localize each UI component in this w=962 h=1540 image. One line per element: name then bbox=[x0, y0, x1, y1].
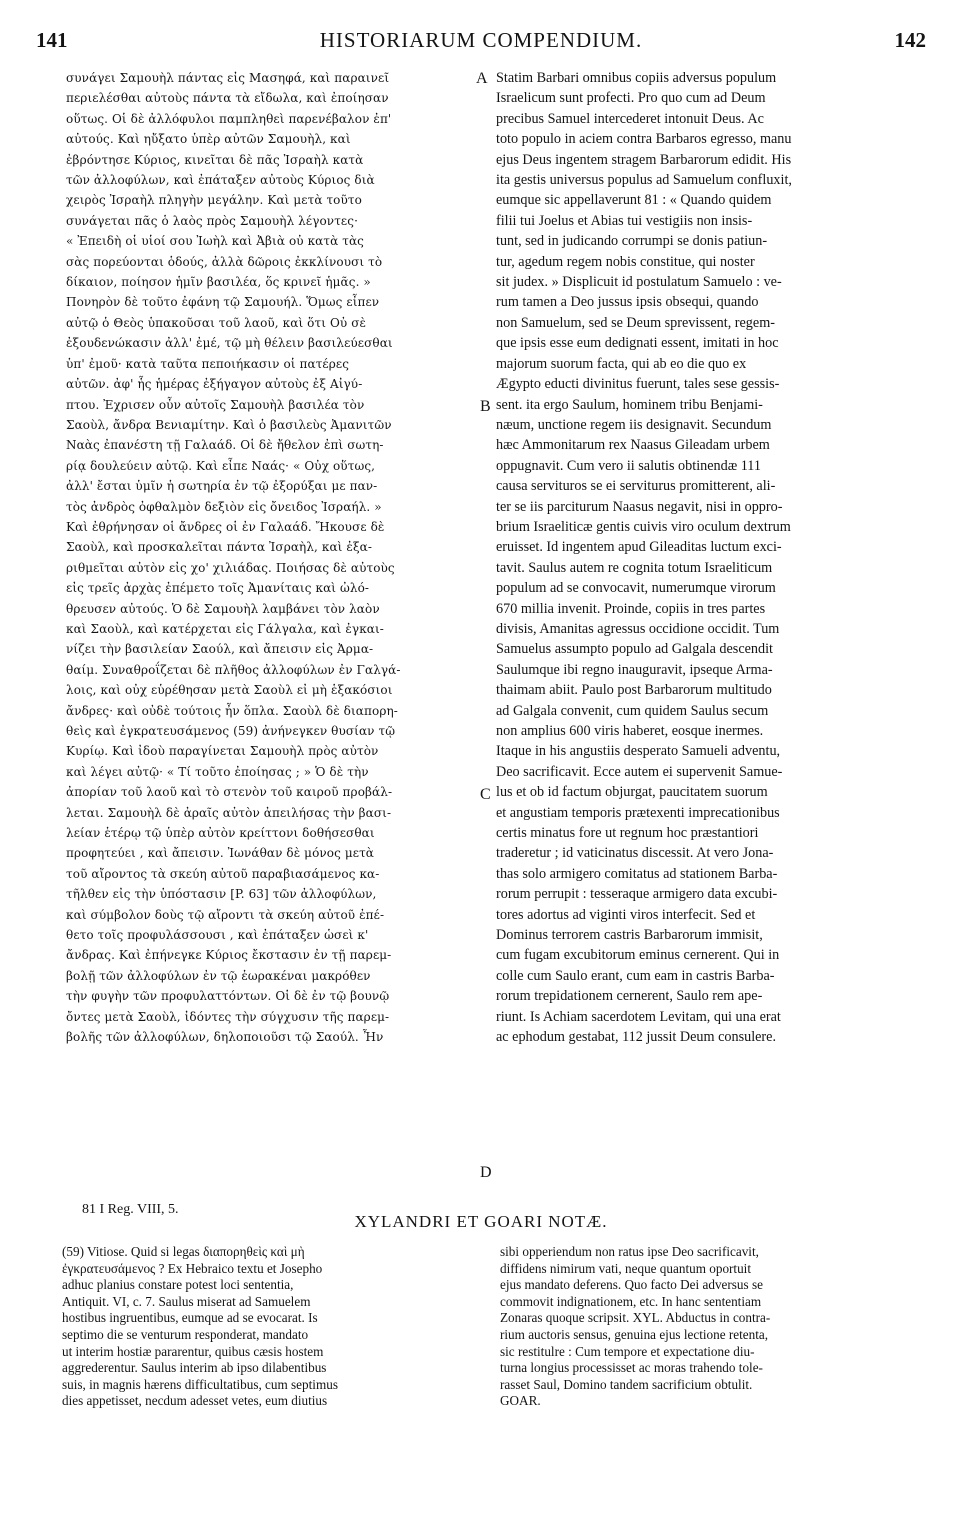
latin-text-line: Saulumque ibi regno inauguravit, ipseque Arma- bbox=[496, 661, 773, 678]
latin-text-line: thaimam abiit. Paulo post Barbarorum multitudo bbox=[496, 682, 772, 699]
greek-text-line: Σαοὺλ, ἄνδρα Βενιαμίτην. Καὶ ὁ βασιλεὺς Ἀμανιτῶν bbox=[66, 417, 392, 432]
greek-text-line: Σαοὺλ, καὶ προσκαλεῖται πάντα Ἰσραὴλ, καὶ ἐξα- bbox=[66, 540, 373, 555]
greek-text-line: ριθμεῖται αὐτὸν εἰς χο' χιλιάδας. Ποιήσας δὲ αὐτοὺς bbox=[66, 560, 395, 575]
greek-text-line: ἄνδρες· καὶ οὐδὲ τούτοις ἦν ὅπλα. Σαοὺλ δὲ διαπορη- bbox=[66, 703, 398, 718]
greek-column bbox=[66, 68, 471, 1048]
greek-text-line: ὄντες μετὰ Σαοὺλ, ἰδόντες τὴν σύγχυσιν τῆς παρεμ- bbox=[66, 1009, 390, 1024]
latin-text-line: non amplius 600 viris haberet, eosque inermes. bbox=[496, 723, 764, 739]
latin-text-line: 670 millia invenit. Proinde, copiis in tres partes bbox=[496, 600, 766, 617]
notes-left-column bbox=[62, 1244, 480, 1410]
latin-text-line: traderetur ; id vaticinatus discessit. At vero Jona- bbox=[496, 845, 774, 862]
greek-text-line: τὴν φυγὴν τῶν προφυλαττόντων. Οἱ δὲ ἐν τῷ βουνῷ bbox=[66, 989, 390, 1004]
greek-text-line: Κυρίῳ. Καὶ ἰδοὺ παραγίνεται Σαμουὴλ πρὸς αὐτὸν bbox=[66, 744, 379, 759]
greek-text-line: καὶ λέγει αὐτῷ· « Τί τοῦτο ἐποίησας ; » Ὁ δὲ τὴν bbox=[66, 764, 369, 779]
note-text-line: rium auctoris sensus, genuina ejus lectione retenta, bbox=[500, 1326, 769, 1342]
note-text-line: sic restitulre : Cum tempore et expectatione diu- bbox=[500, 1343, 755, 1359]
latin-text-line: que ipsis esse eum dedignati essent, imitati in hoc bbox=[496, 335, 779, 352]
page-header bbox=[36, 28, 926, 54]
latin-text-line: non Samuelum, sed se Deum sprevissent, regem- bbox=[496, 314, 775, 331]
latin-text-line: ejus Deus ingentem stragem Barbarorum edidit. His bbox=[496, 151, 792, 168]
latin-text-line: tur, agedum regem nobis constitue, qui noster bbox=[496, 253, 755, 270]
note-text-line: turna longius processisset ac moras trahendo tole- bbox=[500, 1360, 763, 1376]
greek-text-line: θαίμ. Συναθροΐζεται δὲ πλῆθος ἀλλοφύλων ἐν Γαλγά- bbox=[66, 662, 401, 677]
latin-text-line: thas solo armigero comitatus ad stationem Barba- bbox=[496, 865, 778, 882]
note-text-line: ejus mandato deferens. Quo facto Dei adversus se bbox=[500, 1277, 763, 1293]
greek-text-line: βολῆς τῶν ἀλλοφύλων, δηλοποιοῦσι τῷ Σαούλ. Ἦν bbox=[66, 1030, 384, 1045]
greek-text-line: τοῦ αἴροντος τὰ σκεύη αὐτοῦ παραβιασάμενος κα- bbox=[66, 866, 380, 881]
latin-text-line: ad Galgala convenit, cum quidem Saulus secum bbox=[496, 702, 769, 719]
latin-text-line: sit judex. » Displicuit id postulatum Samuelo : ve- bbox=[496, 274, 782, 291]
latin-text-line: precibus Samuel intercederet intonuit Deus. Ac bbox=[496, 110, 764, 127]
latin-text-line: filii tui Joelus et Abias tui vestigiis non insis- bbox=[496, 212, 753, 229]
note-text-line: diffidens nimirum vati, neque quantum oportuit bbox=[500, 1260, 752, 1276]
greek-text-line: ἄνδρας. Καὶ ἐπήνεγκε Κύριος ἔκστασιν ἐν τῇ παρεμ- bbox=[66, 948, 392, 963]
greek-text-line: συνάγει Σαμουὴλ πάντας εἰς Μασηφά, καὶ παραινεῖ bbox=[66, 71, 390, 85]
greek-text-line: ἀπορίαν τοῦ λαοῦ καὶ τὸ στενὸν τοῦ καιροῦ προβάλ- bbox=[66, 785, 393, 800]
latin-text-line: eruisset. Id ingentem apud Gileaditas luctum exci- bbox=[496, 539, 782, 556]
note-text-line: ἐγκρατευσάμενος ? Ex Hebraico textu et Josepho bbox=[62, 1260, 323, 1276]
note-text-line: Antiquit. VI, c. 7. Saulus miserat ad Samuelem bbox=[62, 1293, 311, 1309]
greek-text-line: Ναὰς ἐπανέστη τῇ Γαλαάδ. Οἱ δὲ ἤθελον ἐπὶ σωτη- bbox=[66, 438, 384, 453]
greek-text-line: λείαν ἑτέρῳ τῷ ὑπὲρ αὐτὸν κρείττονι δοθήσεσθαι bbox=[66, 826, 375, 841]
latin-text-line: ita gestis universus populus ad Samuelum confluxit, bbox=[496, 172, 792, 189]
right-page-number: 142 bbox=[894, 28, 926, 52]
greek-text-line: τὸς ἀνδρὸς ὀφθαλμὸν δεξιὸν εἰς ὄνειδος Ἰσραήλ. » bbox=[66, 499, 382, 514]
greek-text-line: προφητεύει , καὶ ἄπεισιν. Ἰωνάθαν δὲ μόνος μετὰ bbox=[66, 846, 375, 861]
greek-text-line: αὐτούς. Καὶ ηὔξατο ὑπὲρ αὐτῶν Σαμουὴλ, καὶ bbox=[66, 132, 351, 147]
latin-text-line: toto populo in aciem contra Barbaros egresso, manu bbox=[496, 131, 792, 148]
greek-text-line: ἐβρόντησε Κύριος, κινεῖται δὲ πᾶς Ἰσραὴλ κατὰ bbox=[66, 152, 364, 167]
greek-text-line: συνάγεται πᾶς ὁ λαὸς πρὸς Σαμουὴλ λέγοντες· bbox=[66, 213, 358, 228]
note-text-line: dies appetisset, necdum adesset vetes, eum diutius bbox=[62, 1393, 328, 1409]
latin-text-line: næum, unctione regem iis designavit. Secundum bbox=[496, 416, 772, 433]
latin-text-line: ac ephodum gestabat, 112 jussit Deum consulere. bbox=[496, 1029, 777, 1046]
margin-marker-d: D bbox=[480, 1164, 492, 1181]
greek-text-line: « Ἐπειδὴ οἱ υἱοί σου Ἰωὴλ καὶ Ἀβιὰ οὐ κατὰ τὰς bbox=[66, 234, 364, 249]
latin-text-line: cum fugam excubitorum eminus cernerent. Qui in bbox=[496, 947, 780, 964]
note-text-line: suis, in magnis hærens difficultatibus, cum septimus bbox=[62, 1376, 338, 1392]
note-text-line: GOAR. bbox=[500, 1393, 541, 1409]
greek-text-line: ρίᾳ δουλεύειν αὐτῷ. Καὶ εἶπε Ναάς· « Οὐχ οὕτως, bbox=[66, 458, 376, 473]
greek-text-line: ὑπ' ἐμοῦ· κατὰ ταῦτα πεποιήκασιν οἱ πατέρες bbox=[66, 356, 350, 371]
left-page-number: 141 bbox=[36, 28, 68, 52]
margin-marker-a: A bbox=[476, 70, 488, 87]
note-text-line: sibi opperiendum non ratus ipse Deo sacrificavit, bbox=[500, 1244, 759, 1259]
greek-text-line: σὰς πορεύονται ὁδούς, ἀλλὰ δῶροις ἐκκλίνουσι τὸ bbox=[66, 254, 383, 269]
latin-text-line: et angustiam temporis prætexenti imprecationibus bbox=[496, 804, 780, 821]
note-text-line: commovit indignationem, etc. In hanc sententiam bbox=[500, 1293, 762, 1309]
latin-text-line: Ægypto educti divinitus fuerunt, tales sese gessis- bbox=[496, 376, 780, 393]
latin-text-line: causa servituros se ei serviturus promitterent, ali- bbox=[496, 478, 776, 495]
notes-right-column bbox=[500, 1244, 928, 1410]
latin-text-line: colle cum Saulo erant, cum eam in castris Barba- bbox=[496, 967, 775, 984]
running-title: HISTORIARUM COMPENDIUM. bbox=[319, 28, 643, 52]
latin-text-line: eumque sic appellaverunt 81 : « Quando quidem bbox=[496, 192, 772, 209]
greek-text-line: τῆλθεν εἰς τὴν ὑπόστασιν [P. 63] τῶν ἀλλοφύλων, bbox=[66, 887, 377, 902]
latin-text-line: Samuelus assumpto populo ad Galgala descendit bbox=[496, 641, 773, 658]
greek-text-line: Καὶ ἐθρήνησαν οἱ ἄνδρες οἱ ἐν Γαλαάδ. Ἤκουσε δὲ bbox=[66, 519, 385, 534]
greek-text-line: θετο τοῖς προφυλάσσουσι , καὶ ἐπάταξεν ὡσεὶ κ' bbox=[66, 928, 369, 943]
greek-text-line: νίζει τὴν βασιλείαν Σαούλ, καὶ ἄπεισιν εἰς Ἀρμα- bbox=[66, 642, 374, 657]
greek-text-line: περιελέσθαι αὐτοὺς πάντα τὰ εἴδωλα, καὶ ἐποίησαν bbox=[66, 91, 389, 106]
greek-text-line: ἐξουδενώκασιν ἀλλ' ἐμέ, τῷ μὴ θέλειν βασιλεύεσθαι bbox=[66, 336, 393, 351]
note-text-line: septimo die se venturum responderat, mandato bbox=[62, 1326, 309, 1342]
latin-text-line: rorum trepidationem cernerent, Saulo rem ape- bbox=[496, 988, 763, 1005]
latin-text-line: certis minatus fore ut regnum hoc præstantiori bbox=[496, 825, 759, 842]
greek-text-line: θρευσεν αὐτούς. Ὁ δὲ Σαμουὴλ λαμβάνει τὸν λαὸν bbox=[66, 601, 380, 616]
note-text-line: hostibus ingruentibus, eumque ad se evocarat. Is bbox=[62, 1310, 318, 1326]
note-text-line: ut interim hostiæ pararentur, quibus cæsis hostem bbox=[62, 1343, 324, 1359]
latin-text-line: brium Israeliticæ gentis cuivis viro oculum dextrum bbox=[496, 518, 791, 535]
latin-text-line: divisis, Amanitas agressus occidione occidit. Tum bbox=[496, 620, 780, 637]
footnote: 81 I Reg. VIII, 5. bbox=[82, 1202, 179, 1217]
greek-text-line: τῶν ἀλλοφύλων, καὶ ἐπάταξεν αὐτοὺς Κύριος διὰ bbox=[66, 173, 375, 188]
greek-text-line: ἀλλ' ἔσται ὑμῖν ἡ σωτηρία ἐν τῷ ἐξορύξαι με παν- bbox=[66, 479, 378, 494]
greek-text-line: καὶ Σαοὺλ, καὶ κατέρχεται εἰς Γάλγαλα, καὶ ἐγκαι- bbox=[66, 621, 384, 636]
greek-text-line: βολῇ τῶν ἀλλοφύλων ἐν τῷ ἑωρακέναι μακρόθεν bbox=[66, 968, 371, 983]
greek-text-line: θεὶς καὶ ἐγκρατευσάμενος (59) ἀνήνεγκεν θυσίαν τῷ bbox=[66, 724, 396, 738]
margin-marker-b: B bbox=[480, 398, 491, 415]
latin-text-line: rum tamen a Deo jussus ipsis obsequi, quando bbox=[496, 294, 759, 311]
greek-text-line: χειρὸς Ἰσραὴλ πληγὴν μεγάλην. Καὶ μετὰ τοῦτο bbox=[66, 193, 362, 208]
latin-text-line: tunt, sed in judicando corrumpi se donis patiun- bbox=[496, 233, 768, 250]
note-text-line: aggrederentur. Saulus interim ab ipso dilabentibus bbox=[62, 1360, 327, 1376]
greek-text-line: αὐτῷ ὁ Θεὸς ὑπακοῦσαι τοῦ λαοῦ, καὶ ὅτι Οὐ σὲ bbox=[66, 315, 367, 330]
greek-text-line: δίκαιον, ποίησον ἡμῖν βασιλέα, ὅς κρινεῖ ἡμᾶς. » bbox=[66, 275, 371, 290]
note-text-line: adhuc planius constare potest loci sententia, bbox=[62, 1277, 294, 1293]
greek-text-line: Πονηρὸν δὲ τοῦτο ἐφάνη τῷ Σαμουήλ. Ὅμως εἶπεν bbox=[66, 295, 380, 310]
latin-text-line: tores adortus ad viginti viros interfecit. Sed et bbox=[496, 906, 756, 923]
latin-text-line: Itaque in his angustiis desperato Samueli adventu, bbox=[496, 743, 781, 760]
greek-text-line: λοις, καὶ οὐχ εὑρέθησαν μετὰ Σαοὺλ εἰ μὴ ἑξακόσιοι bbox=[66, 683, 393, 698]
note-text-line: rasset Saul, Domino tandem sacrificium obtulit. bbox=[500, 1376, 753, 1392]
latin-text-line: ter se iis parciturum Naasus negavit, nisi in oppro- bbox=[496, 498, 783, 515]
latin-column bbox=[496, 68, 928, 1048]
note-text-line: Zonaras quoque scripsit. XYL. Abductus in contra- bbox=[500, 1310, 771, 1326]
latin-text-line: majorum suorum facta, qui ab eo die quo ex bbox=[496, 355, 747, 372]
latin-text-line: hæc Ammonitarum rex Naasus Gileadam urbem bbox=[496, 437, 770, 454]
latin-text-line: lus et ob id factum objurgat, paucitatem suorum bbox=[496, 784, 768, 801]
latin-text-line: sent. ita ergo Saulum, hominem tribu Benjami- bbox=[496, 396, 763, 413]
latin-text-line: Israelicum sunt profecti. Pro quo cum ad Deum bbox=[496, 90, 766, 107]
greek-text-line: καὶ σύμβολον δοὺς τῷ αἴροντι τὰ σκεύη αὐτοῦ ἐπέ- bbox=[66, 907, 385, 922]
latin-text-line: oppugnavit. Cum vero ii salutis obtinendæ 111 bbox=[496, 457, 761, 474]
greek-text-line: οὕτως. Οἱ δὲ ἀλλόφυλοι παμπληθεὶ παρενέβαλον ἐπ' bbox=[66, 111, 392, 126]
margin-marker-c: C bbox=[480, 786, 491, 803]
greek-text-line: εἰς τρεῖς ἀρχὰς ἐπέμετο τοῖς Ἀμανίταις καὶ ὠλό- bbox=[66, 581, 370, 596]
latin-text-line: riunt. Is Achiam sacerdotem Levitam, qui una erat bbox=[496, 1008, 781, 1025]
latin-text-line: tavit. Saulus autem re cognita totum Israeliticum bbox=[496, 559, 773, 576]
greek-text-line: λεται. Σαμουὴλ δὲ ἀραῖς αὐτὸν ἀπειλήσας τὴν βασι- bbox=[66, 805, 392, 820]
note-text-line: (59) Vitiose. Quid si legas διαπορηθεὶς καὶ μὴ bbox=[62, 1244, 305, 1259]
greek-text-line: πτου. Ἐχρισεν οὖν αὐτοῖς Σαμουὴλ βασιλέα τὸν bbox=[66, 397, 365, 412]
latin-text-line: rorum perrupit : tesseraque armigero data excubi- bbox=[496, 886, 778, 903]
latin-text-line: Statim Barbari omnibus copiis adversus populum bbox=[496, 70, 777, 86]
latin-text-line: Deo sacrificavit. Ecce autem ei supervenit Samue- bbox=[496, 763, 783, 780]
greek-text-line: αὐτῶν. ἀφ' ἧς ἡμέρας ἐξήγαγον αὐτοὺς ἐξ Αἰγύ- bbox=[66, 377, 363, 392]
latin-text-line: populum ad se convocavit, numerumque virorum bbox=[496, 580, 776, 597]
latin-text-line: Dominus terrorem castris Barbarorum immisit, bbox=[496, 927, 763, 944]
notes-title: XYLANDRI ET GOARI NOTÆ. bbox=[354, 1212, 608, 1231]
